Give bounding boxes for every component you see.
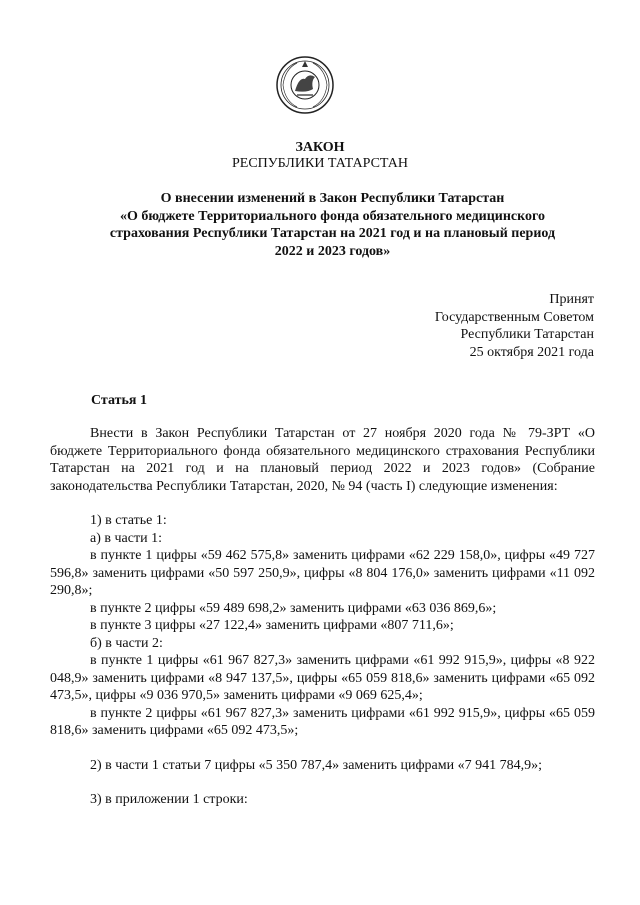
list-item: в пункте 2 цифры «61 967 827,3» заменить цифрами «61 992 915,9», цифры «65 059 818,6» заменить цифрами «65 092 473,5»; — [50, 705, 595, 738]
article-title: Статья 1 — [91, 393, 147, 408]
list-item: а) в части 1: — [90, 530, 162, 546]
list-item: 1) в статье 1: — [90, 513, 167, 528]
adoption-line: Принят — [549, 292, 594, 307]
tatarstan-emblem-icon — [275, 55, 335, 115]
list-item: в пункте 3 цифры «27 122,4» заменить цифрами «807 711,6»; — [90, 618, 454, 633]
adoption-date: 25 октября 2021 года — [469, 344, 594, 360]
adoption-line: Республики Татарстан — [460, 327, 594, 342]
list-item: в пункте 1 цифры «61 967 827,3» заменить цифрами «61 992 915,9», цифры «8 922 048,9» заменить цифрами «8 947 137,5», цифры «65 059 818,6» заменить цифрами «65 092 473,5», цифры «9 036 970,5» заменить цифрами «9 069 625,4»; — [50, 653, 595, 703]
heading-line: 2022 и 2023 годов» — [274, 243, 391, 259]
list-item: б) в части 2: — [90, 635, 163, 651]
article-intro: Внести в Закон Республики Татарстан от 27 ноября 2020 года № 79-ЗРТ «О бюджете Территориального фонда обязательного медицинского страхования Республики Татарстан на 2021 год и на плановый период 2022 и 2023 годов» (Собрание законодательства Республики Татарстан, 2020, № 94 (часть I) следующие изменения: — [50, 426, 595, 494]
heading-line: страхования Республики Татарстан на 2021 год и на плановый период — [109, 226, 556, 241]
law-title: ЗАКОН — [295, 140, 345, 155]
article-body — [50, 425, 595, 809]
heading-line: «О бюджете Территориального фонда обязательного медицинского — [119, 208, 546, 224]
adoption-block — [435, 291, 594, 361]
law-heading — [60, 190, 605, 260]
list-item: в пункте 2 цифры «59 489 698,2» заменить цифрами «63 036 869,6»; — [90, 600, 497, 616]
law-subtitle: РЕСПУБЛИКИ ТАТАРСТАН — [231, 156, 408, 171]
list-item: 2) в части 1 статьи 7 цифры «5 350 787,4» заменить цифрами «7 941 784,9»; — [90, 757, 542, 773]
list-item: в пункте 1 цифры «59 462 575,8» заменить цифрами «62 229 158,0», цифры «49 727 596,8» заменить цифрами «50 597 250,9», цифры «8 804 176,0» заменить цифрами «11 092 290,8»; — [50, 548, 595, 598]
list-item: 3) в приложении 1 строки: — [90, 792, 248, 807]
adoption-line: Государственным Советом — [434, 309, 594, 325]
heading-line: О внесении изменений в Закон Республики Татарстан — [160, 191, 505, 206]
